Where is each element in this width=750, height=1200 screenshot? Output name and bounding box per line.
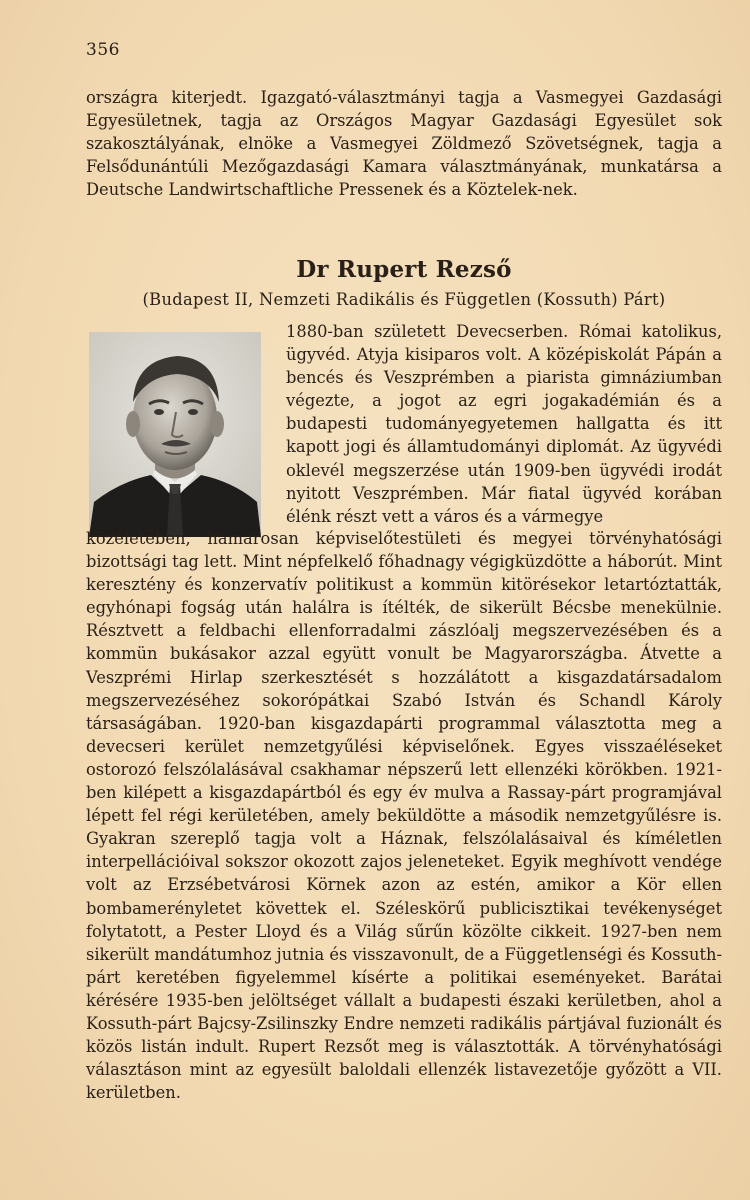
portrait-photo <box>89 332 261 537</box>
page-number: 356 <box>86 40 120 60</box>
entry-subtitle: (Budapest II, Nemzeti Radikális és Független (Kossuth) Párt) <box>142 290 666 309</box>
biography-paragraph-part2: közéletében, hamarosan képviselőtestületi és megyei törvényhatósági bizottsági tag lett. Mint népfelkelő főhadnagy végigküzdötte a háborút. Mint keresztény és konzervatív politikust a kommün kitörésekor letartóztatták, egyhónapi fogság után halálra is ítélték, de sikerült Bécsbe menekülnie. Résztvett a feldbachi ellenforradalmi zászlóalj megszervezésében és a kommün bukásakor azzal együtt vonult be Magyarországba. Átvette a Veszprémi Hirlap szerkesztését s hozzálátott a kisgazdatársadalom megszervezéséhez sokorópátkai Szabó István és Schandl Károly társaságában. 1920-ban kisgazdapárti programmal választotta meg a devecseri kerület nemzetgyűlési képviselőnek. Egyes visszaéléseket ostorozó felszólalásával csakhamar népszerű lett ellenzéki körökben. 1921-ben kilépett a kisgazdapártból és egy év mulva a Rassay-párt programjával lépett fel régi kerületében, amely beküldötte a második nemzetgyűlésre is. Gyakran szereplő tagja volt a Háznak, felszólalásaival és kíméletlen interpellációival sokszor okozott zajos jeleneteket. Egyik meghívott vendége volt az Erzsébetvárosi Körnek azon az estén, amikor a Kör ellen bombamerényletet követtek el. Széleskörű publicisztikai tevékenységet folytatott, a Pester Lloyd és a Világ sűrűn közölte cikkeit. 1927-ben nem sikerült mandátumhoz jutnia és visszavonult, de a Függetlenségi és Kossuth-párt keretében figyelemmel kísérte a politikai eseményeket. Barátai kérésére 1935-ben jelöltséget vállalt a budapesti északi kerületben, ahol a Kossuth-párt Bajcsy-Zsilinszky Endre nemzeti radikális pártjával fuzionált és közös listán indult. Rupert Rezsőt meg is választották. A törvényhatósági választáson mint az egyesült baloldali ellenzék listavezetője győzött a VII. kerületben. <box>86 529 722 1103</box>
biography-paragraph-part1: 1880-ban született Devecserben. Római katolikus, ügyvéd. Atyja kisiparos volt. A középiskolát Pápán a bencés és Veszprémben a piarista gimnáziumban végezte, a jogot az egri jogakadémián és a budapesti tudományegyetemen hallgatta és itt kapott jogi és államtudományi diplomát. Az ügyvédi oklevél megszerzése után 1909-ben ügyvédi irodát nyitott Veszprémben. Már fiatal ügyvéd korában élénk részt vett a város és a vármegye <box>286 322 722 526</box>
entry-title: Dr Rupert Rezső <box>296 256 512 283</box>
intro-paragraph: országra kiterjedt. Igazgató-választmányi tagja a Vasmegyei Gazdasági Egyesületnek, tagja az Országos Magyar Gazdasági Egyesület sok szakosztályának, elnöke a Vasmegyei Zöldmező Szövetségnek, tagja a Felsődunántúli Mezőgazdasági Kamara választmányának, munkatársa a Deutsche Landwirtschaftliche Pressenek és a Köztelek-nek. <box>86 88 722 200</box>
portrait-illustration <box>89 332 261 537</box>
